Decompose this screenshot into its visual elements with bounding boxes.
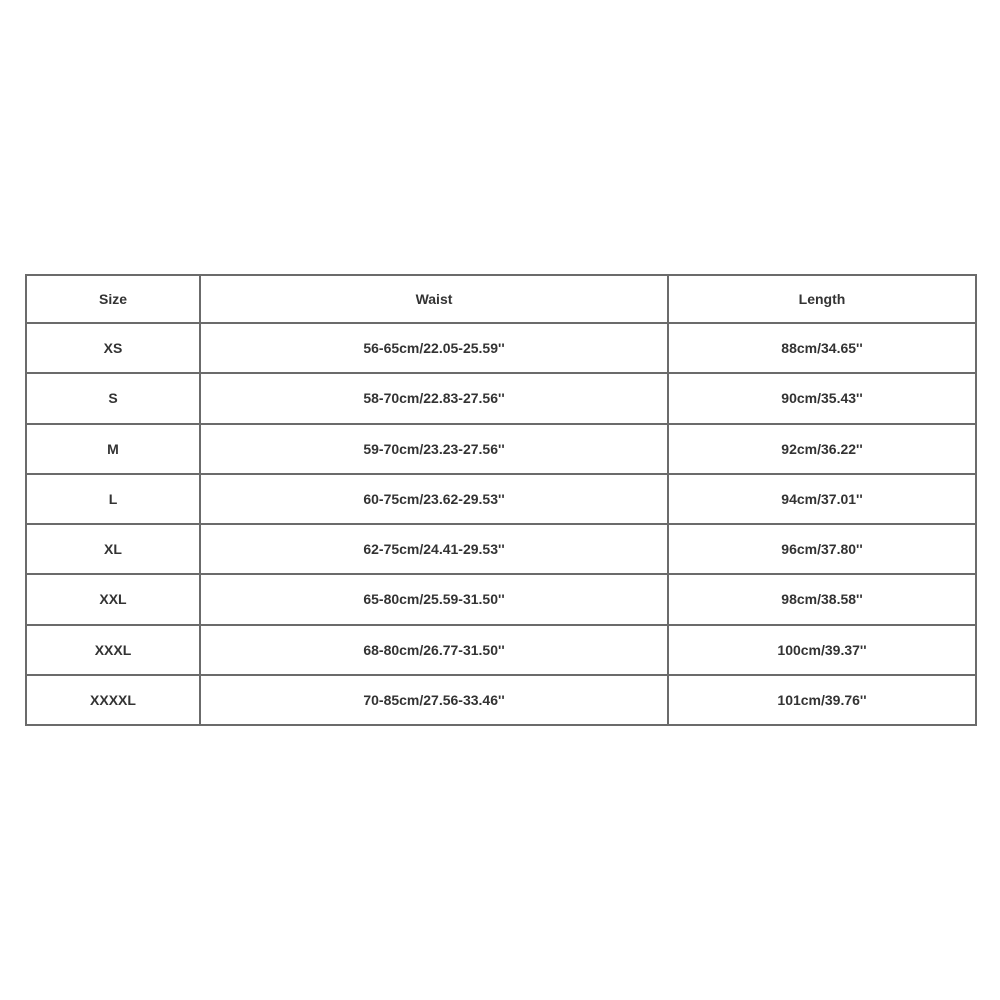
size-cell: XXXXL bbox=[26, 675, 200, 725]
table-row bbox=[26, 373, 976, 423]
table-row bbox=[26, 675, 976, 725]
length-cell: 94cm/37.01'' bbox=[668, 474, 976, 524]
length-cell: 92cm/36.22'' bbox=[668, 424, 976, 474]
waist-cell: 60-75cm/23.62-29.53'' bbox=[200, 474, 668, 524]
length-cell: 101cm/39.76'' bbox=[668, 675, 976, 725]
waist-cell: 58-70cm/22.83-27.56'' bbox=[200, 373, 668, 423]
size-cell: XXXL bbox=[26, 625, 200, 675]
size-cell: M bbox=[26, 424, 200, 474]
length-cell: 100cm/39.37'' bbox=[668, 625, 976, 675]
size-cell: S bbox=[26, 373, 200, 423]
table-row bbox=[26, 524, 976, 574]
table-row bbox=[26, 625, 976, 675]
table-row bbox=[26, 424, 976, 474]
size-cell: XXL bbox=[26, 574, 200, 624]
table-row bbox=[26, 323, 976, 373]
length-cell: 90cm/35.43'' bbox=[668, 373, 976, 423]
waist-cell: 68-80cm/26.77-31.50'' bbox=[200, 625, 668, 675]
size-cell: L bbox=[26, 474, 200, 524]
waist-cell: 62-75cm/24.41-29.53'' bbox=[200, 524, 668, 574]
waist-cell: 59-70cm/23.23-27.56'' bbox=[200, 424, 668, 474]
length-cell: 96cm/37.80'' bbox=[668, 524, 976, 574]
size-cell: XL bbox=[26, 524, 200, 574]
length-cell: 98cm/38.58'' bbox=[668, 574, 976, 624]
size-chart-table bbox=[25, 274, 977, 726]
waist-cell: 65-80cm/25.59-31.50'' bbox=[200, 574, 668, 624]
waist-cell: 56-65cm/22.05-25.59'' bbox=[200, 323, 668, 373]
table-header-row bbox=[26, 275, 976, 323]
length-cell: 88cm/34.65'' bbox=[668, 323, 976, 373]
header-length: Length bbox=[668, 275, 976, 323]
header-waist: Waist bbox=[200, 275, 668, 323]
table-row bbox=[26, 574, 976, 624]
size-cell: XS bbox=[26, 323, 200, 373]
table-row bbox=[26, 474, 976, 524]
waist-cell: 70-85cm/27.56-33.46'' bbox=[200, 675, 668, 725]
header-size: Size bbox=[26, 275, 200, 323]
